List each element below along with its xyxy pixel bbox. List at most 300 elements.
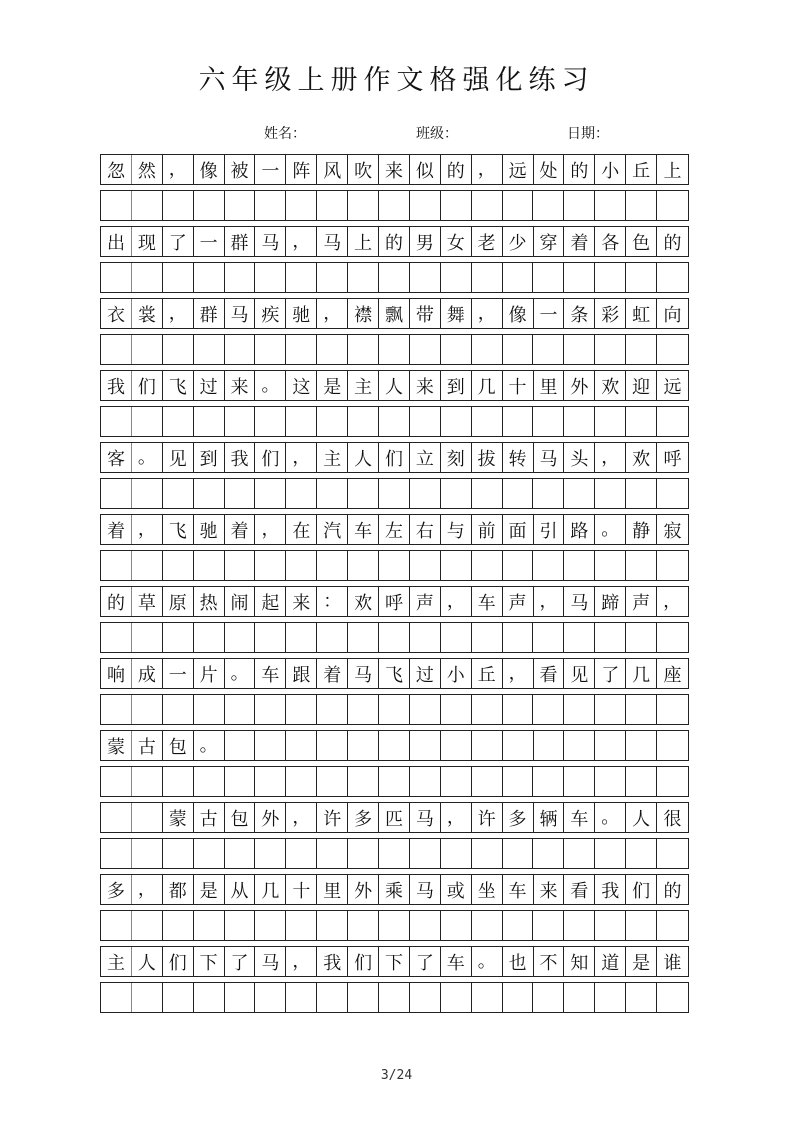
grid-cell <box>225 479 256 508</box>
grid-cell: 蹄 <box>595 587 626 616</box>
grid-cell <box>503 839 534 868</box>
grid-cell <box>503 335 534 364</box>
grid-cell <box>503 911 534 940</box>
grid-cell: 。 <box>595 803 626 832</box>
grid-cell: ， <box>472 299 503 328</box>
grid-cell <box>317 767 348 796</box>
grid-cell: 下 <box>379 947 410 976</box>
grid-cell: 看 <box>564 875 595 904</box>
grid-cell <box>225 551 256 580</box>
grid-cell: 我 <box>225 443 256 472</box>
grid-cell <box>255 983 286 1012</box>
grid-cell <box>595 263 626 292</box>
grid-cell: 来 <box>379 155 410 184</box>
grid-cell <box>564 335 595 364</box>
grid-cell: 来 <box>225 371 256 400</box>
grid-cell: 来 <box>286 587 317 616</box>
grid-cell: ， <box>286 443 317 472</box>
grid-cell: 条 <box>564 299 595 328</box>
grid-cell: 现 <box>132 227 163 256</box>
grid-cell: 很 <box>663 808 682 830</box>
grid-cell: 们 <box>626 875 657 904</box>
grid-cell: 拔 <box>472 443 503 472</box>
grid-cell: ， <box>255 515 286 544</box>
grid-cell: 来 <box>534 875 565 904</box>
grid-cell <box>533 767 564 796</box>
grid-cell <box>410 407 441 436</box>
grid-cell: 裳 <box>132 299 163 328</box>
grid-cell <box>657 911 688 940</box>
date-field-label: 日期： <box>567 126 609 142</box>
grid-cell: 闹 <box>225 587 256 616</box>
grid-cell <box>317 551 348 580</box>
grid-cell <box>101 839 132 868</box>
grid-cell <box>626 623 657 652</box>
grid-cell <box>132 263 163 292</box>
page-number: 3/24 <box>380 1068 413 1083</box>
grid-cell <box>348 551 379 580</box>
grid-cell: 飞 <box>163 515 194 544</box>
grid-cell: 出 <box>101 227 132 256</box>
blank-row <box>100 190 689 221</box>
grid-cell <box>225 263 256 292</box>
grid-cell <box>441 407 472 436</box>
grid-cell <box>564 263 595 292</box>
grid-cell: ， <box>317 299 348 328</box>
grid-cell: 几 <box>626 659 657 688</box>
grid-cell <box>286 623 317 652</box>
grid-cell: 左 <box>379 515 410 544</box>
grid-cell: 外 <box>564 371 595 400</box>
grid-cell <box>626 407 657 436</box>
grid-cell <box>255 695 286 724</box>
grid-cell: 群 <box>194 299 225 328</box>
grid-cell <box>564 407 595 436</box>
grid-cell <box>286 767 317 796</box>
grid-cell: 。 <box>132 443 163 472</box>
grid-cell: 欢 <box>626 443 657 472</box>
grid-cell: 驰 <box>286 299 317 328</box>
grid-cell <box>286 479 317 508</box>
grid-cell: 吹 <box>348 155 379 184</box>
grid-cell: 过 <box>194 371 225 400</box>
grid-cell: 带 <box>410 299 441 328</box>
grid-cell <box>163 479 194 508</box>
grid-cell <box>101 695 132 724</box>
grid-cell: 引 <box>534 515 565 544</box>
text-row <box>100 874 689 905</box>
blank-row <box>100 982 689 1013</box>
grid-cell: 马 <box>317 227 348 256</box>
blank-row <box>100 406 689 437</box>
grid-cell: ， <box>472 155 503 184</box>
grid-cell <box>564 191 595 220</box>
blank-row <box>100 262 689 293</box>
grid-cell <box>379 551 410 580</box>
grid-cell: 跟 <box>286 659 317 688</box>
grid-cell: 多 <box>348 803 379 832</box>
grid-cell: ， <box>132 875 163 904</box>
grid-cell <box>533 335 564 364</box>
grid-cell <box>533 479 564 508</box>
grid-cell <box>317 479 348 508</box>
grid-cell <box>503 479 534 508</box>
grid-cell <box>194 191 225 220</box>
grid-cell: ， <box>503 659 534 688</box>
grid-cell <box>132 983 163 1012</box>
grid-cell <box>348 767 379 796</box>
grid-cell: 呼 <box>663 448 682 470</box>
grid-cell: 车 <box>348 515 379 544</box>
grid-cell <box>626 191 657 220</box>
grid-cell: 主 <box>317 443 348 472</box>
grid-cell <box>255 731 286 760</box>
grid-cell <box>163 335 194 364</box>
grid-cell <box>379 335 410 364</box>
grid-cell: 是 <box>626 947 657 976</box>
grid-cell: 小 <box>595 155 626 184</box>
grid-cell: 。 <box>595 515 626 544</box>
grid-cell: 多 <box>101 875 132 904</box>
grid-cell: 马 <box>255 227 286 256</box>
blank-row <box>100 478 689 509</box>
grid-cell: 右 <box>410 515 441 544</box>
grid-cell <box>194 551 225 580</box>
grid-cell: 或 <box>441 875 472 904</box>
text-row <box>100 658 689 689</box>
grid-cell: 从 <box>225 875 256 904</box>
grid-cell: ， <box>163 155 194 184</box>
grid-cell: 处 <box>534 155 565 184</box>
grid-cell <box>410 551 441 580</box>
grid-cell: 。 <box>225 659 256 688</box>
grid-cell: 起 <box>255 587 286 616</box>
blank-row <box>100 694 689 725</box>
grid-cell <box>595 191 626 220</box>
grid-cell <box>317 839 348 868</box>
grid-cell <box>225 767 256 796</box>
grid-cell <box>317 335 348 364</box>
grid-cell <box>101 911 132 940</box>
grid-cell <box>441 767 472 796</box>
grid-cell <box>132 803 163 832</box>
grid-cell: 来 <box>410 371 441 400</box>
grid-cell <box>132 767 163 796</box>
grid-cell: 与 <box>441 515 472 544</box>
grid-cell <box>503 983 534 1012</box>
grid-cell <box>533 191 564 220</box>
grid-cell <box>317 407 348 436</box>
grid-cell <box>472 623 503 652</box>
grid-cell <box>194 263 225 292</box>
grid-cell <box>317 263 348 292</box>
grid-cell <box>626 263 657 292</box>
grid-cell <box>441 731 472 760</box>
grid-cell: 原 <box>163 587 194 616</box>
grid-cell <box>317 731 348 760</box>
grid-cell: 车 <box>503 875 534 904</box>
grid-cell: 也 <box>503 947 534 976</box>
grid-cell <box>348 335 379 364</box>
grid-cell: 十 <box>503 371 534 400</box>
grid-cell <box>410 263 441 292</box>
grid-cell: 片 <box>194 659 225 688</box>
grid-cell <box>533 263 564 292</box>
grid-cell: 马 <box>255 947 286 976</box>
grid-cell: 蒙 <box>101 731 132 760</box>
grid-cell <box>626 479 657 508</box>
grid-cell: 迎 <box>626 371 657 400</box>
grid-cell: 。 <box>472 947 503 976</box>
grid-cell <box>564 731 595 760</box>
grid-cell <box>194 911 225 940</box>
grid-cell <box>595 335 626 364</box>
grid-cell <box>132 623 163 652</box>
grid-cell <box>348 191 379 220</box>
grid-cell <box>472 335 503 364</box>
grid-cell: 到 <box>441 371 472 400</box>
grid-cell: 疾 <box>255 299 286 328</box>
grid-cell <box>657 335 688 364</box>
grid-cell <box>348 911 379 940</box>
grid-cell: ， <box>163 299 194 328</box>
grid-cell <box>595 731 626 760</box>
grid-cell: 包 <box>163 731 194 760</box>
grid-cell: 被 <box>225 155 256 184</box>
grid-cell: 知 <box>564 947 595 976</box>
grid-cell <box>657 551 688 580</box>
grid-cell: 着 <box>101 515 132 544</box>
grid-cell <box>410 479 441 508</box>
grid-cell <box>132 695 163 724</box>
grid-cell <box>317 983 348 1012</box>
grid-cell <box>657 407 688 436</box>
grid-cell <box>626 731 657 760</box>
grid-cell: 声 <box>626 587 657 616</box>
page-title: 六年级上册作文格强化练习 <box>198 65 595 96</box>
grid-cell: 转 <box>503 443 534 472</box>
grid-cell: 了 <box>225 947 256 976</box>
grid-cell <box>101 983 132 1012</box>
grid-cell: ， <box>286 227 317 256</box>
grid-cell <box>595 983 626 1012</box>
grid-cell <box>564 839 595 868</box>
grid-cell <box>503 731 534 760</box>
grid-cell: 群 <box>225 227 256 256</box>
grid-cell <box>163 839 194 868</box>
grid-cell: 丘 <box>472 659 503 688</box>
grid-cell <box>225 839 256 868</box>
grid-cell: 草 <box>132 587 163 616</box>
grid-cell <box>410 695 441 724</box>
grid-cell: 彩 <box>595 299 626 328</box>
grid-cell: 成 <box>132 659 163 688</box>
grid-cell: 我 <box>101 371 132 400</box>
grid-cell: ， <box>286 803 317 832</box>
text-row <box>100 226 689 257</box>
grid-cell <box>472 767 503 796</box>
grid-cell: 马 <box>564 587 595 616</box>
grid-cell <box>163 767 194 796</box>
grid-cell: 面 <box>503 515 534 544</box>
grid-cell: 我 <box>317 947 348 976</box>
grid-cell: 人 <box>626 803 657 832</box>
grid-cell <box>348 983 379 1012</box>
grid-cell <box>379 263 410 292</box>
grid-cell <box>255 263 286 292</box>
grid-cell: 过 <box>410 659 441 688</box>
grid-cell <box>286 731 317 760</box>
grid-cell <box>657 767 688 796</box>
grid-cell: 男 <box>410 227 441 256</box>
grid-cell: 立 <box>410 443 441 472</box>
grid-cell: 阵 <box>286 155 317 184</box>
grid-cell <box>472 479 503 508</box>
grid-cell: 向 <box>663 304 682 326</box>
grid-cell: 人 <box>379 371 410 400</box>
grid-cell <box>379 839 410 868</box>
grid-cell <box>595 911 626 940</box>
grid-cell: 看 <box>534 659 565 688</box>
grid-cell: 的 <box>663 232 682 254</box>
grid-cell <box>533 911 564 940</box>
grid-cell: 静 <box>626 515 657 544</box>
grid-cell <box>286 695 317 724</box>
grid-cell <box>132 911 163 940</box>
grid-cell <box>286 191 317 220</box>
grid-cell <box>348 839 379 868</box>
grid-cell: 这 <box>286 371 317 400</box>
blank-row <box>100 766 689 797</box>
grid-cell <box>348 263 379 292</box>
grid-cell: 刻 <box>441 443 472 472</box>
grid-cell: 车 <box>441 947 472 976</box>
grid-cell <box>194 623 225 652</box>
grid-cell <box>286 407 317 436</box>
grid-cell: 飘 <box>379 299 410 328</box>
grid-cell: 驰 <box>194 515 225 544</box>
grid-cell: 呼 <box>379 587 410 616</box>
grid-cell <box>410 839 441 868</box>
grid-cell <box>194 407 225 436</box>
grid-cell <box>286 263 317 292</box>
grid-cell <box>595 695 626 724</box>
grid-cell <box>410 767 441 796</box>
blank-row <box>100 622 689 653</box>
class-field-label: 班级： <box>416 126 458 142</box>
grid-cell: 道 <box>595 947 626 976</box>
grid-cell: 车 <box>564 803 595 832</box>
grid-cell <box>101 803 132 832</box>
grid-cell <box>595 407 626 436</box>
grid-cell <box>225 731 256 760</box>
grid-cell <box>472 191 503 220</box>
grid-cell: 了 <box>410 947 441 976</box>
grid-cell: 了 <box>163 227 194 256</box>
grid-cell: 多 <box>503 803 534 832</box>
grid-cell: 匹 <box>379 803 410 832</box>
grid-cell: 蒙 <box>163 803 194 832</box>
grid-cell: 十 <box>286 875 317 904</box>
grid-cell: 小 <box>441 659 472 688</box>
grid-cell <box>255 335 286 364</box>
grid-cell <box>503 263 534 292</box>
grid-cell: 一 <box>163 659 194 688</box>
grid-cell <box>441 335 472 364</box>
grid-cell <box>626 911 657 940</box>
grid-cell <box>564 767 595 796</box>
grid-cell <box>410 335 441 364</box>
grid-cell: 少 <box>503 227 534 256</box>
grid-cell <box>225 695 256 724</box>
grid-cell: 外 <box>255 803 286 832</box>
grid-cell <box>410 983 441 1012</box>
grid-cell <box>379 911 410 940</box>
grid-cell <box>132 191 163 220</box>
grid-cell: 然 <box>132 155 163 184</box>
grid-cell <box>441 911 472 940</box>
text-row <box>100 586 689 617</box>
grid-cell: 一 <box>534 299 565 328</box>
grid-cell: 远 <box>663 376 682 398</box>
grid-cell <box>534 731 565 760</box>
grid-cell <box>101 479 132 508</box>
grid-cell <box>595 551 626 580</box>
grid-cell <box>255 767 286 796</box>
grid-cell <box>657 623 688 652</box>
grid-cell <box>657 479 688 508</box>
grid-cell: 见 <box>163 443 194 472</box>
grid-cell <box>626 767 657 796</box>
blank-row <box>100 550 689 581</box>
grid-cell: 女 <box>441 227 472 256</box>
grid-cell <box>657 983 688 1012</box>
grid-cell <box>225 623 256 652</box>
grid-cell: ， <box>534 587 565 616</box>
grid-cell <box>503 695 534 724</box>
grid-cell <box>163 191 194 220</box>
grid-cell <box>564 911 595 940</box>
grid-cell <box>533 551 564 580</box>
grid-cell <box>194 839 225 868</box>
grid-cell <box>163 407 194 436</box>
grid-cell <box>255 623 286 652</box>
grid-cell <box>317 695 348 724</box>
grid-cell <box>472 551 503 580</box>
grid-cell <box>101 623 132 652</box>
blank-row <box>100 334 689 365</box>
grid-cell <box>379 623 410 652</box>
grid-cell: 色 <box>626 227 657 256</box>
grid-cell: 里 <box>317 875 348 904</box>
grid-cell <box>503 407 534 436</box>
grid-cell <box>194 479 225 508</box>
grid-cell: 远 <box>503 155 534 184</box>
grid-cell: 欢 <box>348 587 379 616</box>
grid-cell <box>533 695 564 724</box>
grid-cell <box>533 407 564 436</box>
grid-cell <box>286 983 317 1012</box>
grid-cell <box>472 263 503 292</box>
grid-cell: 马 <box>348 659 379 688</box>
grid-cell: 客 <box>101 443 132 472</box>
grid-cell <box>626 983 657 1012</box>
grid-cell <box>626 695 657 724</box>
grid-cell: 路 <box>564 515 595 544</box>
grid-cell: ， <box>663 591 682 612</box>
grid-cell: 座 <box>663 664 682 686</box>
grid-cell: 似 <box>410 155 441 184</box>
